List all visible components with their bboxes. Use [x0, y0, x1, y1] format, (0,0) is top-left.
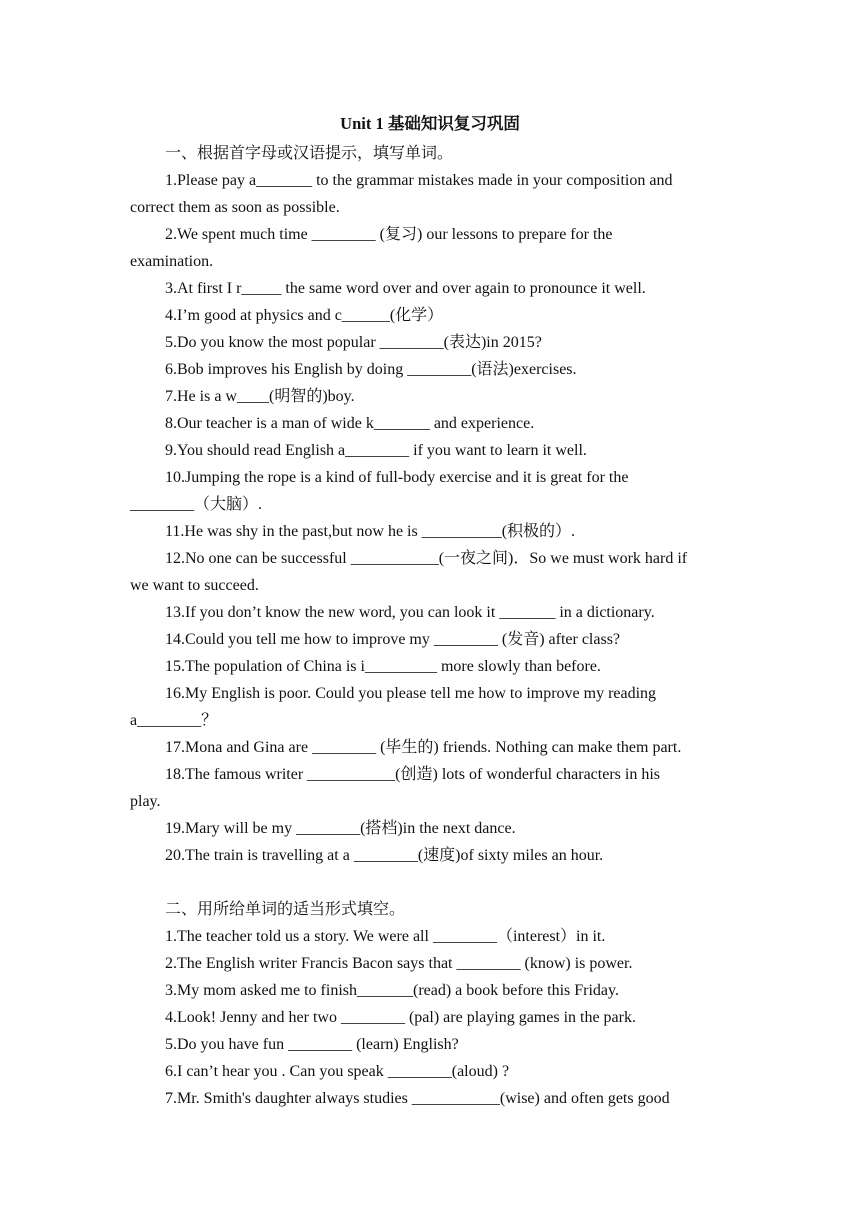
section-heading: 二、用所给单词的适当形式填空。 — [165, 901, 406, 918]
question-line: 7.Mr. Smith's daughter always studies ___________(wise) and often gets good — [165, 1090, 670, 1107]
question-line: 20.The train is travelling at a ________(速度)of sixty miles an hour. — [165, 847, 604, 864]
question-line: 9.You should read English a________ if you want to learn it well. — [165, 442, 587, 459]
question-line: 11.He was shy in the past,but now he is __________(积极的）. — [165, 523, 576, 540]
question-continuation: correct them as soon as possible. — [130, 199, 340, 216]
question-line: 3.At first I r_____ the same word over and over again to pronounce it well. — [165, 280, 646, 297]
question-continuation: we want to succeed. — [130, 577, 259, 594]
question-line: 1.Please pay a_______ to the grammar mistakes made in your composition and — [165, 172, 673, 189]
question-line: 10.Jumping the rope is a kind of full-body exercise and it is great for the — [165, 469, 629, 486]
question-line: 17.Mona and Gina are ________ (毕生的) friends. Nothing can make them part. — [165, 739, 682, 756]
question-line: 4.I’m good at physics and c______(化学） — [165, 307, 444, 324]
question-line: 6.I can’t hear you . Can you speak ________(aloud) ? — [165, 1063, 510, 1080]
section-gap — [130, 869, 738, 896]
question-continuation: a________？ — [130, 712, 218, 729]
section-heading: 一、根据首字母或汉语提示，填写单词。 — [165, 145, 454, 162]
question-line: 2.We spent much time ________ (复习) our lessons to prepare for the — [165, 226, 613, 243]
question-line: 6.Bob improves his English by doing ________(语法)exercises. — [165, 361, 577, 378]
question-line: 15.The population of China is i_________ more slowly than before. — [165, 658, 601, 675]
question-line: 5.Do you have fun ________ (learn) English? — [165, 1036, 459, 1053]
question-line: 1.The teacher told us a story. We were all ________（interest）in it. — [165, 928, 606, 945]
question-line: 4.Look! Jenny and her two ________ (pal) are playing games in the park. — [165, 1009, 636, 1026]
page-title: Unit 1 基础知识复习巩固 — [340, 114, 520, 133]
question-line: 12.No one can be successful ___________(一夜之间)．So we must work hard if — [165, 550, 688, 567]
question-line: 16.My English is poor. Could you please tell me how to improve my reading — [165, 685, 657, 702]
question-line: 8.Our teacher is a man of wide k_______ and experience. — [165, 415, 535, 432]
question-line: 7.He is a w____(明智的)boy. — [165, 388, 355, 405]
question-continuation: ________（大脑）. — [130, 496, 263, 513]
question-line: 14.Could you tell me how to improve my ________ (发音) after class? — [165, 631, 621, 648]
document-body — [130, 140, 738, 1112]
question-continuation: play. — [130, 793, 161, 810]
question-line: 19.Mary will be my ________(搭档)in the next dance. — [165, 820, 516, 837]
question-line: 13.If you don’t know the new word, you can look it _______ in a dictionary. — [165, 604, 655, 621]
question-line: 3.My mom asked me to finish_______(read) a book before this Friday. — [165, 982, 619, 999]
question-line: 2.The English writer Francis Bacon says that ________ (know) is power. — [165, 955, 633, 972]
question-line: 18.The famous writer ___________(创造) lots of wonderful characters in his — [165, 766, 660, 783]
question-continuation: examination. — [130, 253, 214, 270]
question-line: 5.Do you know the most popular ________(表达)in 2015? — [165, 334, 542, 351]
